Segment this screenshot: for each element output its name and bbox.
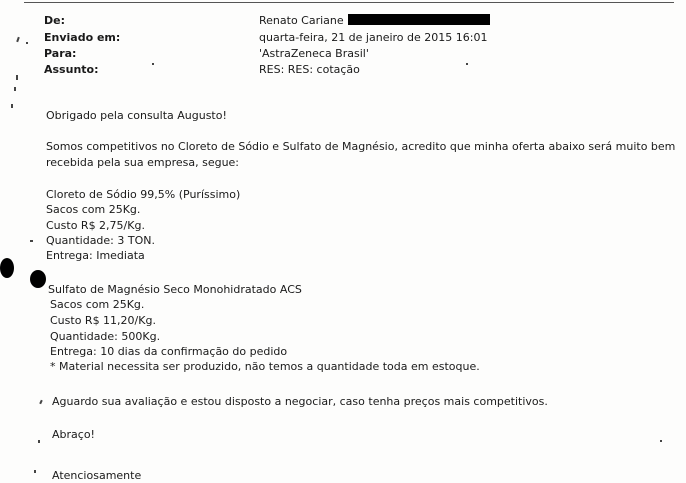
product2-name: Sulfato de Magnésio Seco Monohidratado ACS <box>48 283 302 296</box>
subject-value: RES: RES: cotação <box>259 63 360 76</box>
product1-cost: Custo R$ 2,75/Kg. <box>46 219 145 232</box>
to-label: Para: <box>44 47 77 60</box>
greeting: Obrigado pela consulta Augusto! <box>46 109 227 122</box>
punch-hole-mark <box>0 258 14 278</box>
scan-speck <box>30 240 33 242</box>
product1-quantity: Quantidade: 3 TON. <box>46 234 155 247</box>
scan-speck <box>152 63 154 65</box>
scan-speck <box>11 104 13 108</box>
product2-cost: Custo R$ 11,20/Kg. <box>50 314 156 327</box>
farewell: Abraço! <box>52 428 95 441</box>
subject-label: Assunto: <box>44 63 99 76</box>
scan-speck <box>466 63 468 65</box>
intro-line-1: Somos competitivos no Cloreto de Sódio e Sulfato de Magnésio, acredito que minha oferta abaixo será muito bem <box>46 140 676 153</box>
intro-line-2: recebida pela sua empresa, segue: <box>46 156 240 169</box>
scan-speck <box>39 400 43 404</box>
closing-line: Aguardo sua avaliação e estou disposto a negociar, caso tenha preços mais competitivos. <box>52 395 548 408</box>
scan-speck <box>14 87 16 91</box>
product2-quantity: Quantidade: 500Kg. <box>50 330 161 343</box>
scan-speck <box>34 470 36 473</box>
product2-delivery: Entrega: 10 dias da confirmação do pedido <box>50 345 288 358</box>
sent-label: Enviado em: <box>44 31 121 44</box>
scan-speck <box>16 37 20 42</box>
scan-speck <box>38 440 40 443</box>
to-value: 'AstraZeneca Brasil' <box>259 47 369 60</box>
product1-packaging: Sacos com 25Kg. <box>46 203 141 216</box>
from-value <box>259 14 490 28</box>
product1-name: Cloreto de Sódio 99,5% (Puríssimo) <box>46 188 241 201</box>
from-name: Renato Cariane <box>259 14 344 27</box>
product2-packaging: Sacos com 25Kg. <box>50 298 145 311</box>
scan-speck <box>660 440 662 442</box>
product2-note: * Material necessita ser produzido, não temos a quantidade toda em estoque. <box>50 360 480 373</box>
punch-hole-mark <box>30 270 46 288</box>
from-label: De: <box>44 14 65 27</box>
redaction-bar <box>348 14 490 25</box>
scan-speck <box>26 42 28 44</box>
signoff-partial: Atenciosamente <box>52 469 142 482</box>
scan-speck <box>16 75 18 80</box>
header-top-rule <box>24 2 674 3</box>
product1-delivery: Entrega: Imediata <box>46 249 145 262</box>
sent-value: quarta-feira, 21 de janeiro de 2015 16:01 <box>259 31 488 44</box>
